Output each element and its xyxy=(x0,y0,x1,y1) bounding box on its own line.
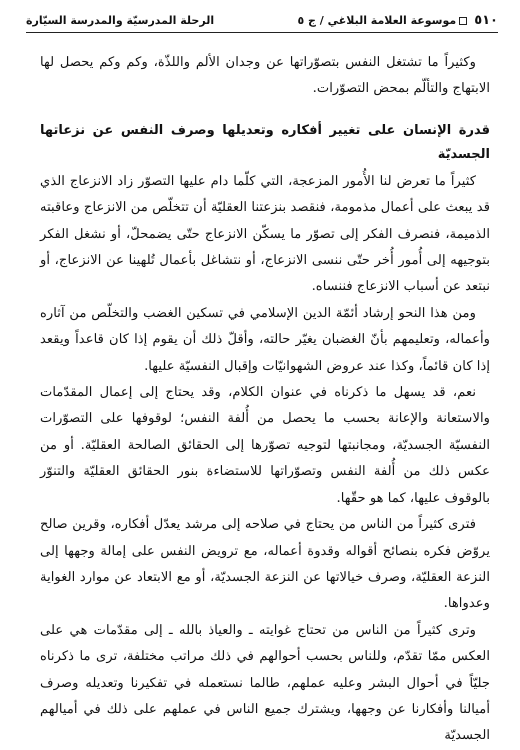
page-number: ٥١٠ xyxy=(474,12,498,28)
book-title: موسوعة العلامة البلاغي / ج ٥ xyxy=(297,13,457,27)
paragraph: وترى كثيراً من الناس من تحتاج غوايته ـ والعياذ بالله ـ إلى مقدّمات هي على العكس ممّا تقدّم، وللناس بحسب أحوالهم في ذلك مراتب مختلفة، ترى ما ذكرناه جليّاً في أحوال البشر وعليه عملهم، طالما نستعمله في تفكيرنا وتعديله وصرف أميالنا وأفكارنا عن وجهها، ويشترك جميع الناس في عملهم على ذلك في أميالهم الجسديّة xyxy=(40,622,490,744)
page-body xyxy=(40,50,490,750)
section-heading: قدرة الإنسان على تغيير أفكاره وتعديلها وصرف النفس عن نزعاتها الجسديّة xyxy=(40,122,490,162)
running-header xyxy=(26,8,498,33)
paragraph: وكثيراً ما تشتغل النفس بتصوّراتها عن وجدان الألم واللذّة، وكم وكم يحصل لها الابتهاج والتألّم بمحض التصوّرات. xyxy=(40,55,490,97)
paragraph: ومن هذا النحو إرشاد أئمّة الدين الإسلامي في تسكين الغضب والتخلّص من آثاره وأعماله، وتعليمهم بأنّ الغضبان يغيّر حالته، وأقلّ ذلك أن يقوم إذا كان قاعداً ويقعد إذا كان قائماً، وكذا عند عروض الشهوانيّات وإقبال النفسيّة عليها. xyxy=(40,305,490,374)
paragraph: نعم، قد يسهل ما ذكرناه في عنوان الكلام، وقد يحتاج إلى إعمال المقدّمات والاستعانة والإعانة بحسب ما يحصل من أُلفة النفس؛ لوقوفها على التصوّرات النفسيّة الجسديّة، ومجانبتها لتوجيه تصوّرها إلى الحقائق الصالحة العقليّة. أو من عكس ذلك من أُلفة النفس وتصوّراتها للاستضاءة بنور الحقائق العقليّة والتنوّر بالوقوف عليها، كما هو حقّها. xyxy=(40,385,490,506)
separator-square-icon xyxy=(459,17,467,25)
chapter-title: الرحلة المدرسيّة والمدرسة السيّارة xyxy=(26,13,215,27)
header-right xyxy=(297,13,498,28)
paragraph: فترى كثيراً من الناس من يحتاج في صلاحه إلى مرشد يعدّل أفكاره، وقرين صالح يروّض فكره بنصائح أقواله وقدوة أعماله، مع ترويض النفس على إمالة وجهها إلى النزعة العقليّة، وصرف خيالاتها عن النزعة الجسديّة، أو مع الابتعاد عن موارد الغواية وعدواها. xyxy=(40,517,490,612)
paragraph: كثيراً ما تعرض لنا الأُمور المزعجة، التي كلّما دام عليها التصوّر زاد الانزعاج الذي قد يبعث على أعمال مذمومة، فنقصد بنزعتنا العقليّة أن تتخلّص من الانزعاج وعاقبته الذميمة، فنصرف الفكر إلى تصوّر ما يسكّن الانزعاج حتّى يضمحلّ، أو نشغل الفكر بتوجيهه إلى أُمور أُخر حتّى ننسى الانزعاج، أو نتشاغل بأعمال تُلهينا عن الانزعاج، أو نبتعد عن أسباب الانزعاج فننساه. xyxy=(40,173,490,295)
